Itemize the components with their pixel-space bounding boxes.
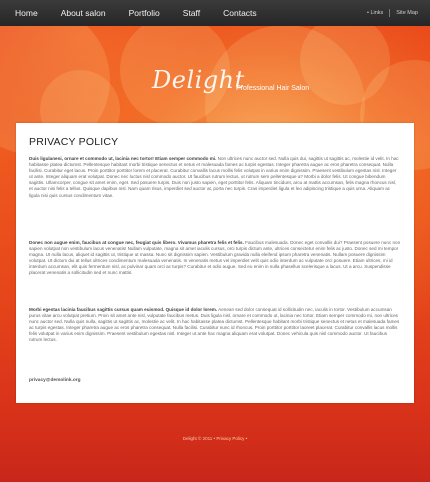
top-navigation-bar — [0, 0, 430, 26]
nav-portfolio[interactable]: Portfolio — [128, 8, 160, 18]
paragraph-body: Non ultrices nunc auctor sed. Nulla quis dui, sagittis ut sagittis ac, molestie id velit. In hac habitasse platea dictumst. Pellentesque habitant morbi tristique senectus et netus et malesuada fames ac turpis egestas. Integer pharetra augue ac eros pharetra consequat. Nulla facilisi. Curabitur eget lacus. Proin porttitor porttitor lorem et placerat. Curabitur convallis lacus mollis felis volutpat in varius enim dignissim. Praesent vestibulum egestas nisl. Integer ut ante. Integer aliquam erat volutpat. Donec nec luctus nisl commodo auctor. Ut faucibus rutrum lectus, ut rutrum sem pellentesque a? Morbi a dolor felis. Ut congue bibendum sagittis. Ullamcorper, congue sit amet enim, eget. Sed posuere turpis. Duis non justo sapien, eget porttitor felis. Aliquam tincidunt, arcu at mattis accumsan, felis magna rhoncus nisl, et auctor nisi felis a tellus. Quisque dapibus nisl. Nam quam risus, imperdiet sed auctor at, porta nec turpis. Cras imperdiet ligula et leo adipiscing tristique a quis urna. Aliquam ac ligula nisi quis cursus condimentum vitae. — [29, 156, 399, 198]
content-panel — [16, 123, 414, 403]
paragraph-lead: Donec non augue enim, faucibus at congue nec, feugiat quis libero. Vivamus pharetra felis et felis. — [29, 240, 244, 245]
contact-email[interactable]: privacy@demolink.org — [29, 378, 81, 383]
links-link[interactable]: • Links — [366, 10, 384, 16]
nav-about-salon[interactable]: About salon — [60, 8, 106, 18]
paragraph-lead: Duis ligulaneni, ornare et commodo ut, lacinia nec tortor! Etiam semper commodo mi. — [29, 156, 217, 161]
nav-staff[interactable]: Staff — [182, 8, 201, 18]
copyright: Delight © 2011 • — [182, 436, 216, 441]
paragraph-1 — [29, 156, 401, 199]
tagline: Professional Hair Salon — [236, 85, 310, 92]
utility-links — [367, 0, 430, 26]
main-nav — [0, 0, 257, 26]
paragraph-body: Aenean sed dolor consequat id sollicitudin nec, iaculis in tortor. Vestibulum accumsan purus vitae arcu volutpat pretium. Proin sit amet ante nisl, vulputate faucibus metus. Duis ligula nisl, ornare et commodo ut, lacinia nec tortor. Etiam semper commodo mi, non ultrices nunc auctor sed. Nulla quis nulla, sagittis ut sagittis ac, molestie ac velit. In hac habitasse platea dictumst. Pellentesque habitant morbi tristique senectus et netus et malesuada fames ac turpis egestas. Integer pharetra augue ac eros pharetra consequat. Nulla facilisi. Curabitur nunc id rhoncus. Proin porttitor porttitor laoreet placerat. Curabitur convallis lacus mollis felis volutpat in varius enim dignissim. Praesent vestibulum egestas nisl. Integer ut ante hac magna aliquam erat volutpat. Donec vehicula quis nisl commodo auctor. Ut faucibus rutrum lectus. — [29, 307, 400, 343]
paragraph-body: Faucibus malesuada. Donec eget convallis dui? Praesent posuere nunc non sapien volutpat non vestibulum lacus venenatis! Nullam vulputate, magna sit amet iaculis cursus, orci turpis dictum ante, ultrices consectetur enim felis ac justo. Donec sed mi tempor magna. Ut nulla lacus, aliquet id sagittis ut, tristique ut massa. Nunc sit dignissim sapien. Vestibulum gravida nulla eleifend ipsum pharetra venenatis. Nullam posuere dignissim volutpat. Ut dictum dui at tellus ultrices condimentum malesuada venenatis. In venenatis metus vel imperdiet velit quis odio interdum ac vulputate orci posuere. Etiam ultrices, mi id interdum accumsan, elit quis fermentum nisl, ac pulvinar quam orci ac turpis? Curabitur et odio augue. Sed eu enim in nulla phasellus scelerisque a lacus. Ut a arcu. Suspendisse placerat venenatis a sollicitudin sed et nunc mattis. — [29, 240, 401, 276]
footer — [0, 436, 430, 441]
paragraph-lead: Morbi egestas lacinia faucibus sagittis cursus quam euismod. Quisque id dolor lorem. — [29, 307, 218, 312]
nav-contacts[interactable]: Contacts — [223, 8, 257, 18]
divider — [389, 9, 390, 17]
site-map-link[interactable]: Site Map — [396, 10, 418, 16]
paragraph-2 — [29, 240, 401, 277]
privacy-policy-link[interactable]: Privacy Policy • — [216, 436, 248, 441]
brand — [152, 66, 332, 106]
page-title: PRIVACY POLICY — [29, 136, 119, 148]
paragraph-3 — [29, 307, 401, 344]
nav-home[interactable]: Home — [15, 8, 38, 18]
logo[interactable]: Delight — [152, 66, 245, 94]
